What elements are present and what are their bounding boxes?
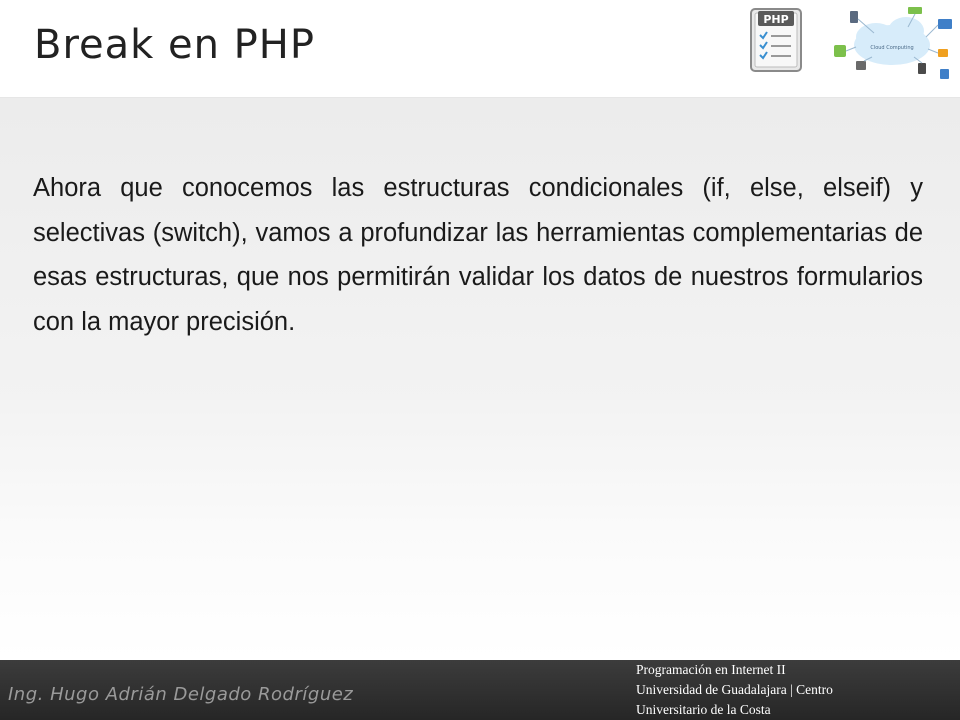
course-line: Universitario de la Costa [636, 702, 771, 717]
course-line: Universidad de Guadalajara | Centro [636, 682, 833, 697]
php-document-icon [745, 5, 807, 75]
course-info [636, 660, 936, 720]
author-name: Ing. Hugo Adrián Delgado Rodríguez [8, 684, 354, 705]
body-paragraph: Ahora que conocemos las estructuras condicionales (if, else, elseif) y selectivas (switch), vamos a profundizar las herramientas complementarias de esas estructuras, que nos permitirán validar los datos de nuestros formularios con la mayor precisión. [33, 174, 923, 336]
page-title: Break en PHP [34, 22, 316, 68]
php-badge-label: PHP [763, 13, 789, 26]
course-line: Programación en Internet II [636, 662, 786, 677]
cloud-computing-icon [830, 3, 958, 93]
cloud-label: Cloud Computing [870, 45, 914, 51]
